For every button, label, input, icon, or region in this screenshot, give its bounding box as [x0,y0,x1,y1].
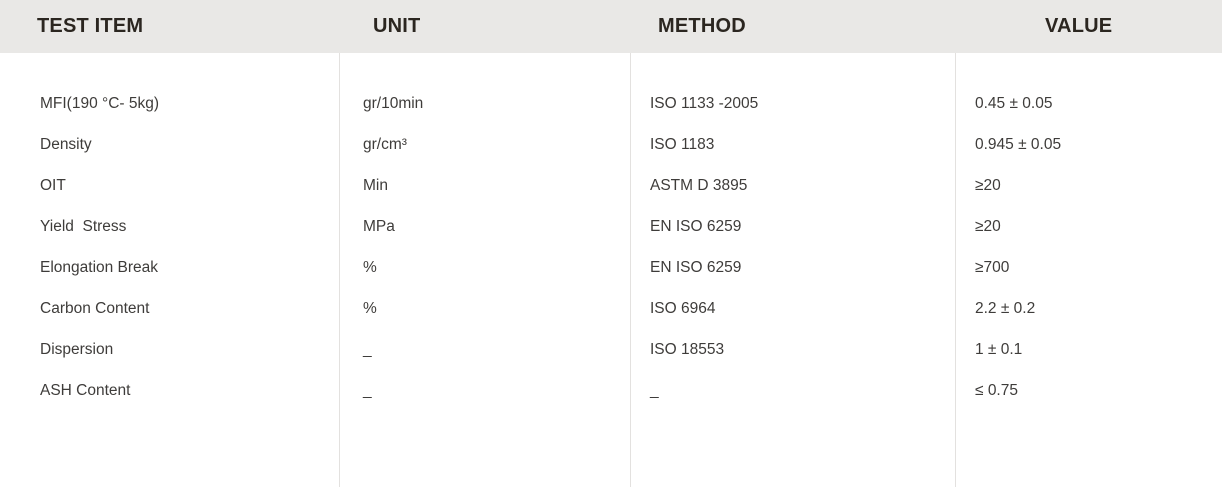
header-cell-unit [339,0,630,53]
table-body [0,53,1222,487]
table-row [0,165,1222,206]
cell-method: ISO 18553 [650,340,725,358]
cell-unit: _ [363,340,372,358]
cell-test-item: MFI(190 °C- 5kg) [40,94,160,112]
column-divider [339,53,340,487]
cell-test-item: Elongation Break [40,258,159,276]
header-label-value: VALUE [1045,15,1113,37]
cell-unit: Min [363,176,388,194]
table-row [0,329,1222,370]
cell-method: ISO 1183 [650,135,715,153]
cell-value: 0.945 ± 0.05 [975,135,1062,153]
cell-method: ASTM D 3895 [650,176,748,194]
header-cell-value [955,0,1222,53]
cell-method: _ [650,381,659,399]
cell-method: ISO 1133 -2005 [650,94,759,112]
table-row [0,370,1222,411]
cell-test-item: Density [40,135,92,153]
table-row [0,83,1222,124]
cell-unit: _ [363,381,372,399]
table-row [0,206,1222,247]
header-cell-method [630,0,955,53]
cell-test-item: OIT [40,176,66,194]
table-row [0,124,1222,165]
cell-value: 2.2 ± 0.2 [975,299,1036,317]
cell-unit: % [363,258,377,276]
cell-method: ISO 6964 [650,299,716,317]
cell-value: 0.45 ± 0.05 [975,94,1053,112]
header-label-unit: UNIT [373,15,421,37]
cell-value: ≥20 [975,217,1001,235]
cell-test-item: Carbon Content [40,299,150,317]
cell-unit: % [363,299,377,317]
cell-unit: gr/10min [363,94,424,112]
table-row [0,288,1222,329]
cell-value: 1 ± 0.1 [975,340,1023,358]
table-row [0,247,1222,288]
cell-value: ≥700 [975,258,1010,276]
cell-test-item: ASH Content [40,381,131,399]
column-divider [630,53,631,487]
header-cell-test-item [0,0,339,53]
cell-method: EN ISO 6259 [650,217,742,235]
cell-test-item: Yield Stress [40,217,127,235]
cell-test-item: Dispersion [40,340,114,358]
cell-value: ≤ 0.75 [975,381,1018,399]
header-label-test-item: TEST ITEM [37,15,144,37]
table-header-row [0,0,1222,53]
cell-value: ≥20 [975,176,1001,194]
cell-unit: MPa [363,217,395,235]
header-label-method: METHOD [658,15,746,37]
cell-unit: gr/cm³ [363,135,407,153]
cell-method: EN ISO 6259 [650,258,742,276]
column-divider [955,53,956,487]
